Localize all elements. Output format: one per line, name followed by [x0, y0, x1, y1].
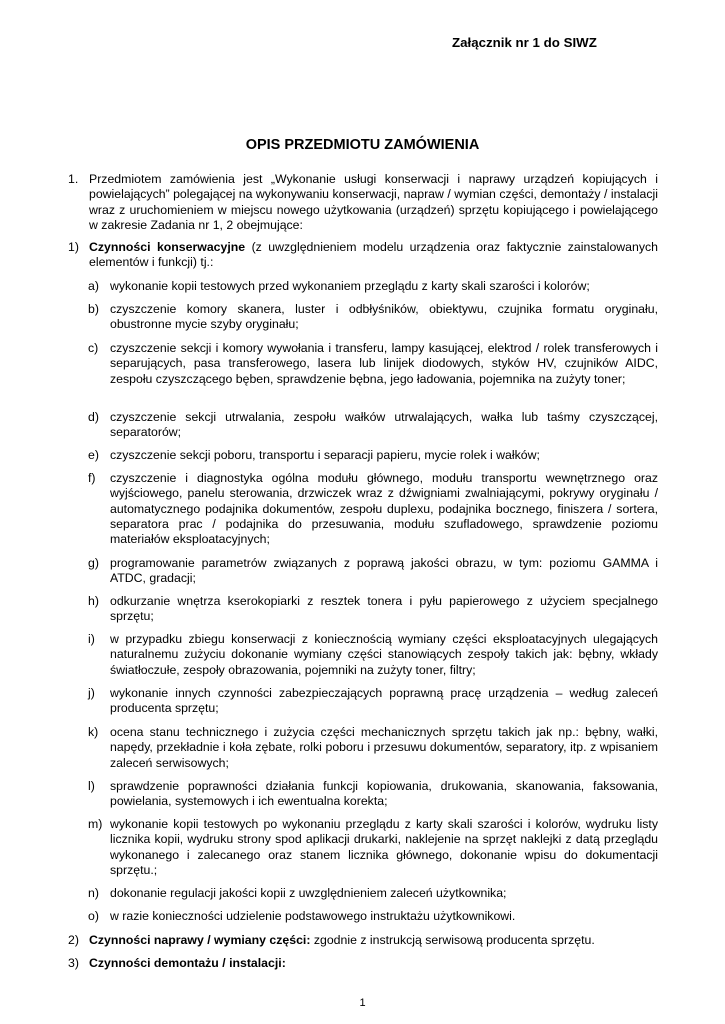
list-item-text: czyszczenie sekcji utrwalania, zespołu wałków utrwalających, wałka lub taśmy czyszczącej, separatorów;: [110, 410, 658, 440]
section-3-heading: Czynności demontażu / instalacji:: [89, 956, 286, 970]
document-title: OPIS PRZEDMIOTU ZAMÓWIENIA: [245, 137, 480, 153]
section-2-number: 2): [68, 933, 79, 947]
attachment-label: Załącznik nr 1 do SIWZ: [452, 35, 597, 50]
section-2: [68, 933, 658, 948]
intro-paragraph: [68, 172, 658, 233]
list-item-text: dokonanie regulacji jakości kopii z uwzględnieniem zaleceń użytkownika;: [110, 886, 507, 900]
list-item: [68, 410, 658, 441]
section-2-description: zgodnie z instrukcją serwisową producenta sprzętu.: [310, 933, 595, 947]
list-item: [68, 471, 658, 547]
list-item-text: czyszczenie sekcji i komory wywołania i transferu, lampy kasującej, elektrod / rolek transferowych i separujących, pasa transferowego, lasera lub linijek diodowych, styków HV, czujników AIDC, zespołu czyszczącego bęben, sprawdzenie bębna, jego ładowania, pojemnika na zużyty toner;: [110, 341, 658, 386]
list-item: [68, 817, 658, 878]
list-item: [68, 594, 658, 625]
list-item: [68, 302, 658, 333]
list-item-text: czyszczenie i diagnostyka ogólna modułu głównego, modułu transportu wewnętrznego oraz wyjściowego, panelu sterowania, drzwiczek wraz z dźwigniami zwalniającymi, pokrywy oryginału / automatycznego podajnika dokumentów, zespołu duplexu, podajnika bocznego, finiszera / sortera, separatora prac / podajnika do przesuwania, modułu szufladowego, sprawdzenie poziomu materiałów eksploatacyjnych;: [110, 471, 658, 547]
list-item-text: odkurzanie wnętrza kserokopiarki z resztek tonera i pyłu papierowego z użyciem specjalnego sprzętu;: [110, 594, 658, 624]
section-3-number: 3): [68, 956, 79, 970]
section-1-heading: Czynności konserwacyjne: [89, 240, 246, 254]
list-item: [68, 448, 658, 463]
list-item-text: ocena stanu technicznego i zużycia części mechanicznych sprzętu takich jak np.: bębny, wałki, napędy, przekładnie i koła zębate, rolki poboru i przesuwu dokumentów, separatory, itp. z wpisaniem zaleceń serwisowych;: [110, 725, 658, 770]
list-item: [68, 279, 658, 294]
list-item-letter: a): [88, 279, 99, 293]
section-1-description: (z uwzględnieniem modelu urządzenia oraz faktycznie zainstalowanych elementów i funkcji) tj.:: [89, 240, 658, 270]
list-item: [68, 632, 658, 678]
section-2-heading: Czynności naprawy / wymiany części:: [89, 933, 311, 947]
list-item-letter: l): [88, 779, 95, 793]
list-item-letter: f): [88, 471, 96, 485]
list-item-letter: d): [88, 410, 99, 424]
list-item-letter: o): [88, 909, 99, 923]
list-item-letter: g): [88, 556, 99, 570]
section-2-text: [89, 933, 658, 948]
section-1: [68, 240, 658, 271]
list-item-text: w przypadku zbiegu konserwacji z koniecznością wymiany części eksploatacyjnych ulegających naturalnemu zużyciu dokonanie wymiany części stanowiących zespoły takich jak: bębny, wkłady światłoczułe, zespoły obrazowania, pojemniki na zużyty toner, filtry;: [110, 632, 658, 677]
list-item-letter: i): [88, 632, 95, 646]
list-item: [68, 686, 658, 717]
list-item-letter: c): [88, 341, 99, 355]
list-item-letter: k): [88, 725, 99, 739]
list-item: [68, 341, 658, 387]
list-item-letter: b): [88, 302, 99, 316]
intro-text: Przedmiotem zamówienia jest „Wykonanie usługi konserwacji i naprawy urządzeń kopiujących i powielających” polegającej na wykonywaniu konserwacji, napraw / wymian części, demontaży / instalacji wraz z uruchomieniem w miejscu nowego użytkowania (urządzeń) sprzętu kopiującego i powielającego w zakresie Zadania nr 1, 2 obejmujące:: [89, 172, 658, 232]
list-item-text: wykonanie kopii testowych po wykonaniu przeglądu z karty skali szarości i kolorów, wydruku listy licznika kopii, wydruku strony spod aplikacji drukarki, naklejenie na sprzęt naklejki z datą przeglądu wykonanego i zalecanego oraz stanem licznika głównego, dokonanie wpisu do dokumentacji sprzętu.;: [110, 817, 658, 877]
list-item: [68, 725, 658, 771]
section-1-number: 1): [68, 240, 79, 254]
list-item-text: sprawdzenie poprawności działania funkcji kopiowania, drukowania, skanowania, faksowania, powielania, systemowych i ich ewentualna korekta;: [110, 779, 658, 809]
list-item-letter: n): [88, 886, 99, 900]
list-item-text: w razie konieczności udzielenie podstawowego instruktażu użytkownikowi.: [110, 909, 516, 923]
intro-number: 1.: [68, 172, 79, 186]
page-number: 1: [359, 997, 366, 1009]
section-3-text: [89, 956, 658, 971]
list-item-letter: h): [88, 594, 99, 608]
list-item-letter: e): [88, 448, 99, 462]
list-item: [68, 909, 658, 924]
section-1-text: [89, 240, 658, 271]
list-item-text: wykonanie innych czynności zabezpieczających poprawną pracę urządzenia – według zaleceń producenta sprzętu;: [110, 686, 658, 716]
list-item-text: wykonanie kopii testowych przed wykonaniem przeglądu z karty skali szarości i kolorów;: [110, 279, 590, 293]
list-item-text: czyszczenie sekcji poboru, transportu i separacji papieru, mycie rolek i wałków;: [110, 448, 540, 462]
list-item-letter: j): [88, 686, 95, 700]
list-item-letter: m): [88, 817, 103, 831]
section-3: [68, 956, 658, 971]
list-item-text: czyszczenie komory skanera, luster i odbłyśników, obiektywu, czujnika formatu oryginału, obustronne mycie szyby oryginału;: [110, 302, 658, 332]
list-item-text: programowanie parametrów związanych z poprawą jakości obrazu, w tym: poziomu GAMMA i ATDC, gradacji;: [110, 556, 658, 586]
list-item: [68, 886, 658, 901]
list-item: [68, 779, 658, 810]
list-item: [68, 556, 658, 587]
